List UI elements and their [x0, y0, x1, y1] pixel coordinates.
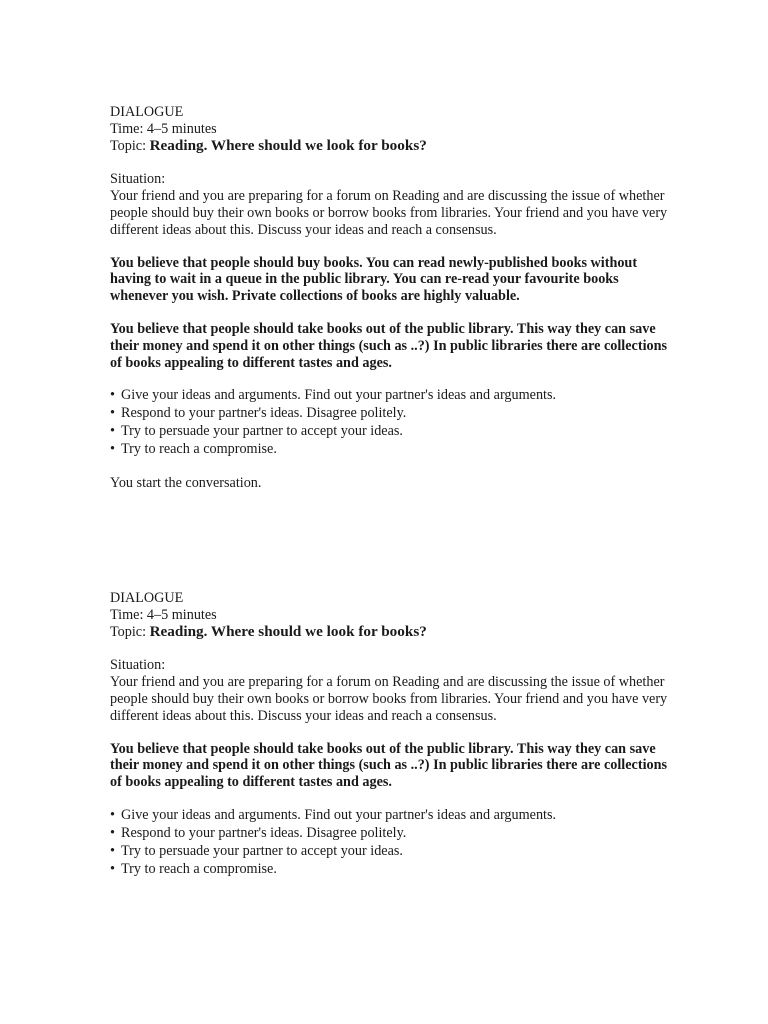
role-a-line: having to wait in a queue in the public library. You can re-read your favourite books [110, 271, 619, 288]
task-text: Give your ideas and arguments. Find out your partner's ideas and arguments. [121, 806, 557, 823]
role-b-line: their money and spend it on other things (such as ..?) In public libraries there are collections [110, 757, 668, 774]
dialogue-time: Time: 4–5 minutes [110, 120, 217, 137]
task-text: Respond to your partner's ideas. Disagree politely. [121, 824, 407, 841]
situation-line: Your friend and you are preparing for a forum on Reading and are discussing the issue of whether [110, 674, 665, 691]
dialogue-topic [110, 138, 730, 155]
dialogue-heading: DIALOGUE [110, 590, 184, 606]
situation-line: different ideas about this. Discuss your ideas and reach a consensus. [110, 221, 497, 238]
situation-paragraph [110, 674, 730, 724]
task-list-item [110, 405, 730, 423]
topic-value: Reading. Where should we look for books? [149, 136, 427, 154]
bullet-icon: • [110, 405, 115, 422]
task-list-item [110, 441, 730, 459]
bullet-icon: • [110, 387, 115, 404]
task-list-item [110, 423, 730, 441]
situation-label: Situation: [110, 657, 166, 674]
situation-line: people should buy their own books or borrow books from libraries. Your friend and you have very [110, 204, 668, 221]
dialogue-card-2 [110, 590, 730, 879]
topic-label: Topic: [110, 623, 150, 640]
bullet-icon: • [110, 842, 115, 859]
role-a-line: whenever you wish. Private collections of books are highly valuable. [110, 288, 520, 305]
situation-line: people should buy their own books or borrow books from libraries. Your friend and you have very [110, 690, 668, 707]
task-list-item [110, 387, 730, 405]
role-b-line: You believe that people should take books out of the public library. This way they can save [110, 320, 656, 337]
task-list [110, 807, 730, 879]
dialogue-topic [110, 624, 730, 641]
task-text: Try to reach a compromise. [121, 860, 277, 877]
bullet-icon: • [110, 441, 115, 458]
role-b-line: of books appealing to different tastes and ages. [110, 354, 392, 371]
task-list-item [110, 807, 730, 825]
bullet-icon: • [110, 806, 115, 823]
situation-paragraph [110, 188, 730, 238]
task-list-item [110, 843, 730, 861]
task-text: Try to persuade your partner to accept your ideas. [121, 423, 403, 440]
task-text: Give your ideas and arguments. Find out your partner's ideas and arguments. [121, 387, 557, 404]
topic-value: Reading. Where should we look for books? [149, 622, 427, 640]
topic-label: Topic: [110, 137, 150, 154]
task-list-item [110, 861, 730, 879]
bullet-icon: • [110, 824, 115, 841]
task-text: Try to persuade your partner to accept your ideas. [121, 842, 403, 859]
task-text: Respond to your partner's ideas. Disagree politely. [121, 405, 407, 422]
role-b-line: You believe that people should take books out of the public library. This way they can save [110, 740, 656, 757]
task-text: Try to reach a compromise. [121, 441, 277, 458]
situation-label: Situation: [110, 171, 166, 188]
dialogue-heading: DIALOGUE [110, 104, 184, 120]
role-a-paragraph [110, 255, 730, 305]
dialogue-card-1 [110, 104, 730, 492]
role-b-paragraph [110, 321, 730, 371]
closing-instruction: You start the conversation. [110, 475, 262, 492]
task-list-item [110, 825, 730, 843]
dialogue-time: Time: 4–5 minutes [110, 606, 217, 623]
role-a-line: You believe that people should buy books. You can read newly-published books without [110, 254, 638, 271]
role-b-line: their money and spend it on other things (such as ..?) In public libraries there are collections [110, 337, 668, 354]
situation-line: different ideas about this. Discuss your ideas and reach a consensus. [110, 707, 497, 724]
situation-line: Your friend and you are preparing for a forum on Reading and are discussing the issue of whether [110, 188, 665, 205]
role-b-line: of books appealing to different tastes and ages. [110, 774, 392, 791]
role-b-paragraph [110, 741, 730, 791]
bullet-icon: • [110, 860, 115, 877]
task-list [110, 387, 730, 459]
bullet-icon: • [110, 423, 115, 440]
